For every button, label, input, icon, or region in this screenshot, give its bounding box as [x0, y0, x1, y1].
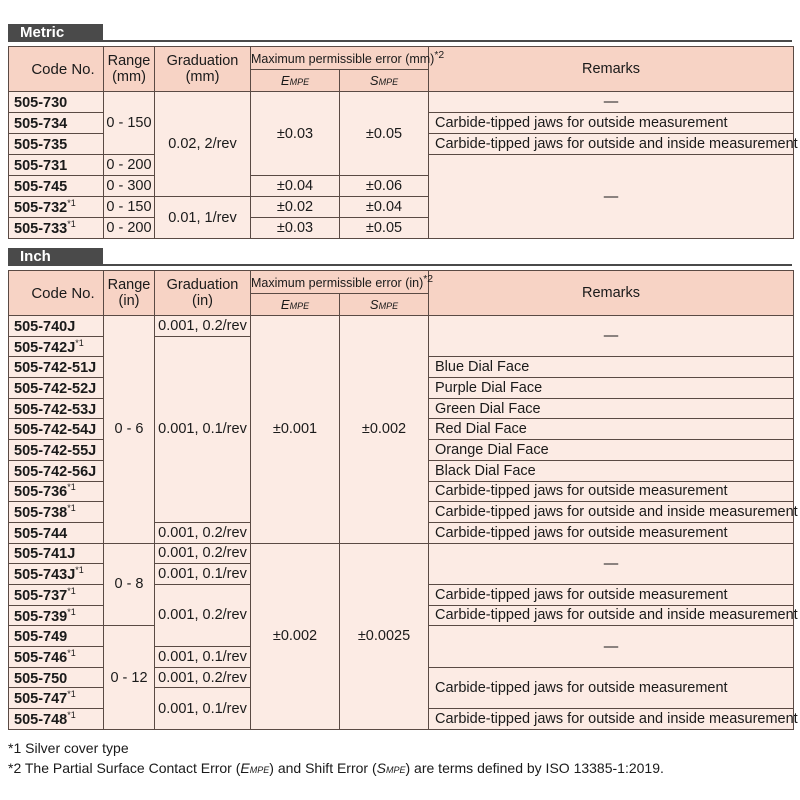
inch-mpe-header: Maximum permissible error (in)$^{*2}$ [251, 271, 429, 294]
empe-cell: ±0.02 [251, 197, 340, 218]
empe-cell: ±0.03 [251, 218, 340, 239]
metric-section-rule [103, 40, 792, 42]
table-row-code: 505-742-53J [9, 398, 104, 419]
table-row-code: 505-730 [9, 92, 104, 113]
range-cell: 0 - 6 [104, 316, 155, 544]
range-cell: 0 - 300 [104, 176, 155, 197]
remarks-cell: Blue Dial Face [429, 357, 794, 378]
smpe-cell: ±0.06 [340, 176, 429, 197]
smpe-cell: ±0.002 [340, 316, 429, 544]
remarks-cell: — [429, 155, 794, 239]
remarks-cell: Carbide-tipped jaws for outside measurement [429, 522, 794, 543]
inch-smpe-header: SMPE [340, 294, 429, 316]
inch-code-header: Code No. [9, 271, 104, 316]
table-row-code: $505-742J^{*1}$ [9, 336, 104, 357]
remarks-cell: Orange Dial Face [429, 440, 794, 461]
table-row-code: 505-732$^{*1}$ [9, 197, 104, 218]
table-row-code: 505-734 [9, 113, 104, 134]
table-row-code: 505-742-56J [9, 460, 104, 481]
remarks-cell: — [429, 92, 794, 113]
graduation-cell: 0.001, 0.2/rev [155, 584, 251, 646]
table-row-code: 505-745 [9, 176, 104, 197]
remarks-cell: Carbide-tipped jaws for outside and inside measurement [429, 134, 794, 155]
graduation-cell: 0.001, 0.2/rev [155, 667, 251, 688]
table-row-code: 505-742-54J [9, 419, 104, 440]
graduation-cell: 0.001, 0.2/rev [155, 543, 251, 564]
remarks-cell: Purple Dial Face [429, 378, 794, 399]
remarks-cell: Black Dial Face [429, 460, 794, 481]
inch-empe-header: EMPE [251, 294, 340, 316]
remarks-cell: — [429, 626, 794, 667]
metric-mpe-header: Maximum permissible error (mm)$^{*2}$ [251, 47, 429, 70]
smpe-cell: ±0.05 [340, 92, 429, 176]
table-row-code: 505-746$^{*1}$ [9, 647, 104, 668]
range-cell: 0 - 8 [104, 543, 155, 626]
table-row-code: 505-741J [9, 543, 104, 564]
graduation-cell: 0.001, 0.1/rev [155, 336, 251, 522]
range-cell: 0 - 200 [104, 218, 155, 239]
table-row-code: 505-738$^{*1}$ [9, 502, 104, 523]
inch-graduation-header: Graduation (in) [155, 271, 251, 316]
remarks-cell: — [429, 316, 794, 357]
smpe-cell: ±0.0025 [340, 543, 429, 729]
remarks-cell: — [429, 543, 794, 584]
range-cell: 0 - 150 [104, 197, 155, 218]
remarks-cell: Carbide-tipped jaws for outside measurement [429, 481, 794, 502]
smpe-cell: ±0.04 [340, 197, 429, 218]
metric-remarks-header: Remarks [429, 47, 794, 92]
remarks-cell: Carbide-tipped jaws for outside measurement [429, 113, 794, 134]
inch-range-header: Range (in) [104, 271, 155, 316]
table-row-code: 505-742-52J [9, 378, 104, 399]
inch-section-label: Inch [8, 248, 103, 266]
range-cell: 0 - 200 [104, 155, 155, 176]
inch-table [8, 270, 798, 730]
range-cell: 0 - 150 [104, 92, 155, 155]
metric-range-header: Range (mm) [104, 47, 155, 92]
footnote-1: *1 Silver cover type [8, 740, 129, 756]
table-row-code: 505-737$^{*1}$ [9, 584, 104, 605]
table-row-code: 505-742-55J [9, 440, 104, 461]
graduation-cell: 0.001, 0.1/rev [155, 564, 251, 585]
table-row-code: 505-749 [9, 626, 104, 647]
range-cell: 0 - 12 [104, 626, 155, 729]
metric-empe-header: EMPE [251, 70, 340, 92]
table-row-code: 505-733$^{*1}$ [9, 218, 104, 239]
table-row-code: 505-750 [9, 667, 104, 688]
footnotes [8, 738, 664, 780]
empe-cell: ±0.03 [251, 92, 340, 176]
graduation-cell: 0.02, 2/rev [155, 92, 251, 197]
remarks-cell: Carbide-tipped jaws for outside measurement [429, 667, 794, 708]
remarks-cell: Carbide-tipped jaws for outside and inside measurement [429, 709, 794, 730]
table-row-code: 505-735 [9, 134, 104, 155]
table-row-code: 505-742-51J [9, 357, 104, 378]
inch-section-rule [103, 264, 792, 266]
graduation-cell: 0.001, 0.2/rev [155, 316, 251, 337]
remarks-cell: Carbide-tipped jaws for outside measurement [429, 584, 794, 605]
table-row-code: 505-744 [9, 522, 104, 543]
metric-graduation-header: Graduation (mm) [155, 47, 251, 92]
table-row-code: 505-731 [9, 155, 104, 176]
table-row-code: 505-736$^{*1}$ [9, 481, 104, 502]
metric-code-header: Code No. [9, 47, 104, 92]
empe-cell: ±0.001 [251, 316, 340, 544]
graduation-cell: 0.001, 0.1/rev [155, 647, 251, 668]
table-row-code: 505-747$^{*1}$ [9, 688, 104, 709]
empe-cell: ±0.002 [251, 543, 340, 729]
table-row-code: 505-748$^{*1}$ [9, 709, 104, 730]
table-row-code: 505-740J [9, 316, 104, 337]
smpe-cell: ±0.05 [340, 218, 429, 239]
inch-remarks-header: Remarks [429, 271, 794, 316]
metric-table [8, 46, 798, 239]
table-row-code: 505-739$^{*1}$ [9, 605, 104, 626]
graduation-cell: 0.01, 1/rev [155, 197, 251, 239]
metric-section-label: Metric [8, 24, 103, 42]
table-row-code: $505-743J^{*1}$ [9, 564, 104, 585]
remarks-cell: Carbide-tipped jaws for outside and inside measurement [429, 502, 794, 523]
remarks-cell: Green Dial Face [429, 398, 794, 419]
remarks-cell: Carbide-tipped jaws for outside and inside measurement [429, 605, 794, 626]
empe-cell: ±0.04 [251, 176, 340, 197]
graduation-cell: 0.001, 0.2/rev [155, 522, 251, 543]
metric-smpe-header: SMPE [340, 70, 429, 92]
footnote-2: *2 The Partial Surface Contact Error (EMPE) and Shift Error (SMPE) are terms defined by ISO 13385-1:2019. [8, 760, 664, 776]
remarks-cell: Red Dial Face [429, 419, 794, 440]
graduation-cell: 0.001, 0.1/rev [155, 688, 251, 729]
